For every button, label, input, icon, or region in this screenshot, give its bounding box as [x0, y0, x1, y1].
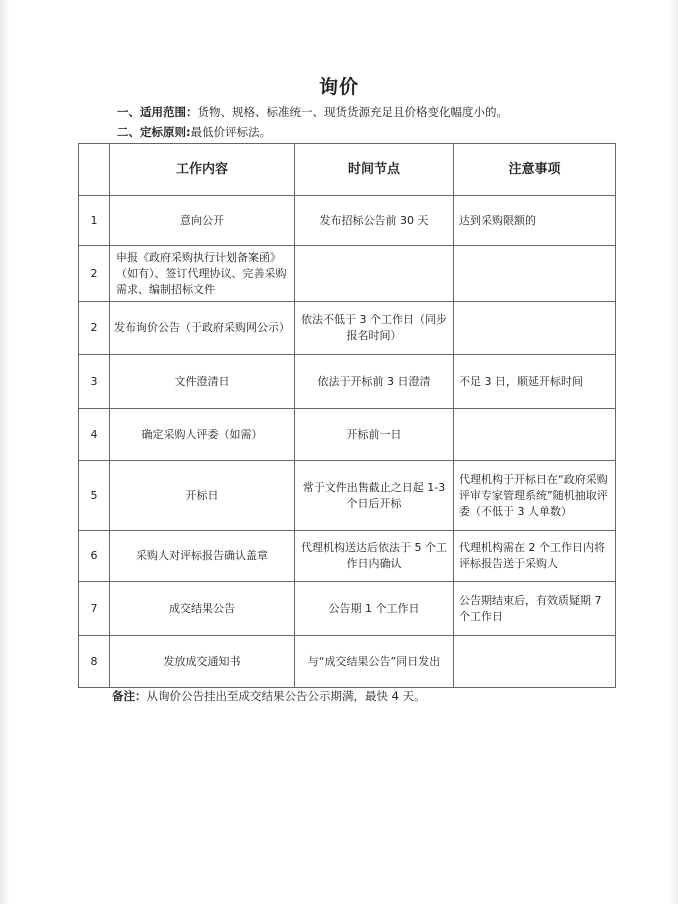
header-note: 注意事项 — [454, 144, 616, 196]
page-edge-left — [0, 0, 10, 904]
row-task: 申报《政府采购执行计划备案函》（如有）、签订代理协议、完善采购需求、编制招标文件 — [110, 246, 295, 302]
header-task: 工作内容 — [110, 144, 295, 196]
table-header-row — [79, 144, 616, 196]
remark-line — [112, 688, 426, 704]
row-number: 6 — [79, 531, 110, 582]
principle-line — [117, 124, 271, 140]
table-row — [79, 355, 616, 409]
table-row — [79, 636, 616, 688]
header-time: 时间节点 — [295, 144, 454, 196]
row-time: 代理机构送达后依法于 5 个工作日内确认 — [295, 531, 454, 582]
row-note — [454, 636, 616, 688]
table-row — [79, 461, 616, 531]
row-note: 达到采购限额的 — [454, 196, 616, 246]
row-number: 1 — [79, 196, 110, 246]
row-number: 4 — [79, 409, 110, 461]
table-row — [79, 196, 616, 246]
row-task: 发布询价公告（于政府采购网公示） — [110, 302, 295, 355]
scope-label: 一、适用范围： — [117, 105, 198, 119]
row-task: 确定采购人评委（如需） — [110, 409, 295, 461]
row-time: 依法于开标前 3 日澄清 — [295, 355, 454, 409]
scope-text: 货物、规格、标准统一、现货货源充足且价格变化幅度小的。 — [197, 105, 508, 119]
row-task: 发放成交通知书 — [110, 636, 295, 688]
row-note: 公告期结束后，有效质疑期 7 个工作日 — [454, 582, 616, 636]
table-row — [79, 531, 616, 582]
row-time: 与“成交结果公告”同日发出 — [295, 636, 454, 688]
row-task: 采购人对评标报告确认盖章 — [110, 531, 295, 582]
row-time: 常于文件出售截止之日起 1-3 个日后开标 — [295, 461, 454, 531]
table-row — [79, 582, 616, 636]
row-number: 2 — [79, 246, 110, 302]
table-row — [79, 246, 616, 302]
row-note: 不足 3 日，顺延开标时间 — [454, 355, 616, 409]
principle-text: 最低价评标法。 — [190, 125, 272, 139]
row-task: 文件澄清日 — [110, 355, 295, 409]
row-time: 依法不低于 3 个工作日（同步报名时间） — [295, 302, 454, 355]
row-task: 意向公开 — [110, 196, 295, 246]
row-time: 发布招标公告前 30 天 — [295, 196, 454, 246]
row-time: 公告期 1 个工作日 — [295, 582, 454, 636]
row-note — [454, 246, 616, 302]
table-row — [79, 409, 616, 461]
document-title: 询价 — [318, 76, 359, 98]
remark-label: 备注： — [112, 689, 147, 703]
row-time — [295, 246, 454, 302]
remark-text: 从询价公告挂出至成交结果公告公示期满，最快 4 天。 — [146, 689, 426, 703]
row-number: 7 — [79, 582, 110, 636]
row-note — [454, 302, 616, 355]
row-note: 代理机构于开标日在“政府采购评审专家管理系统”随机抽取评委（不低于 3 人单数） — [454, 461, 616, 531]
row-note: 代理机构需在 2 个工作日内将评标报告送于采购人 — [454, 531, 616, 582]
principle-label: 二、定标原则: — [117, 125, 191, 139]
row-time: 开标前一日 — [295, 409, 454, 461]
row-note — [454, 409, 616, 461]
scope-line — [117, 104, 508, 120]
row-number: 2 — [79, 302, 110, 355]
row-task: 成交结果公告 — [110, 582, 295, 636]
row-number: 3 — [79, 355, 110, 409]
table-row — [79, 302, 616, 355]
procedure-table — [78, 143, 616, 688]
row-number: 8 — [79, 636, 110, 688]
row-number: 5 — [79, 461, 110, 531]
header-number — [79, 144, 110, 196]
row-task: 开标日 — [110, 461, 295, 531]
page-edge-right — [668, 0, 678, 904]
